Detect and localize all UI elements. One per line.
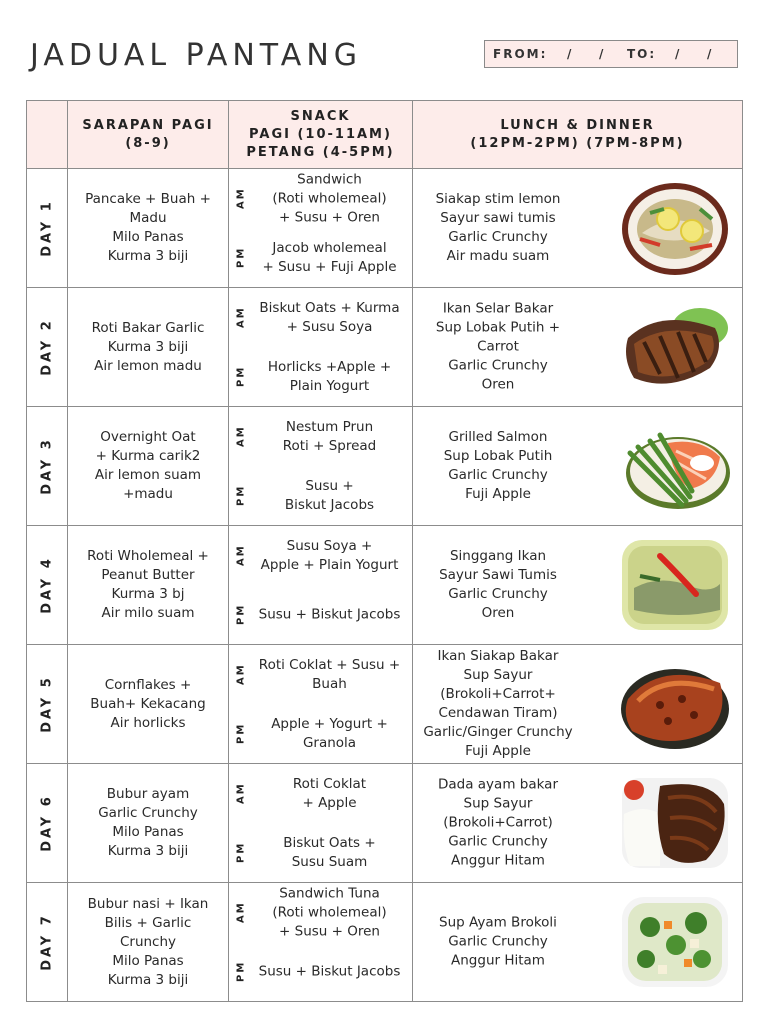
day-label-cell <box>27 169 68 288</box>
snack-pm-text <box>251 834 408 872</box>
snack-am-line: + Susu Soya <box>286 318 373 335</box>
header-snack <box>229 101 413 169</box>
snack-pm-line: Biskut Oats + <box>283 834 376 851</box>
day-row <box>27 526 743 645</box>
lunch-dinner-text <box>417 190 579 266</box>
lunch-line: Sayur sawi tumis <box>440 210 556 226</box>
snack-pm-text <box>251 605 408 624</box>
breakfast-line: +madu <box>123 486 173 502</box>
table-header-row <box>27 101 743 169</box>
snack-am-line: Roti Coklat + Susu + <box>258 656 401 673</box>
lunch-line: Oren <box>481 605 515 621</box>
day-label-cell <box>27 645 68 764</box>
to-slash-1: / <box>675 47 682 61</box>
lunch-line: Garlic Crunchy <box>448 467 548 483</box>
header-snack-line1: SNACK <box>290 108 351 124</box>
header-sarapan-line2: (8-9) <box>125 135 171 151</box>
to-slash-2: / <box>707 47 714 61</box>
snack-am-text <box>251 537 408 575</box>
snack-pm-slot <box>229 585 412 644</box>
breakfast-line: Crunchy <box>119 933 177 950</box>
lunch-line: Fuji Apple <box>465 486 531 502</box>
salmon-asparagus-icon <box>620 417 730 515</box>
day-label: DAY 7 <box>39 913 55 971</box>
snack-am-slot <box>229 169 412 228</box>
header-snack-line2: PAGI (10-11AM) <box>249 126 392 142</box>
lunch-line: Sup Ayam Brokoli <box>439 914 557 931</box>
lunch-line: Sup Sayur <box>463 795 533 812</box>
day-row <box>27 645 743 764</box>
lunch-dinner-text <box>417 300 579 395</box>
breakfast-line: Bilis + Garlic <box>104 914 192 931</box>
snack-am-text <box>251 775 408 813</box>
lunch-line: Garlic Crunchy <box>448 833 548 850</box>
breakfast-line: Roti Bakar Garlic <box>91 319 205 336</box>
lunch-line: Ikan Selar Bakar <box>442 300 554 317</box>
snack-am-line: Sandwich <box>297 171 362 187</box>
from-slash-2: / <box>599 47 606 61</box>
day-label: DAY 2 <box>39 318 55 376</box>
breakfast-line: Cornflakes + <box>104 676 192 693</box>
breakfast-cell <box>68 407 229 526</box>
snack-am-line: Roti + Spread <box>282 437 377 454</box>
lunch-dinner-cell <box>413 645 743 764</box>
snack-am-slot <box>229 526 412 585</box>
snack-am-line: Nestum Prun <box>285 418 374 435</box>
snack-pm-label: PM <box>235 722 247 744</box>
breakfast-line: Milo Panas <box>112 824 184 840</box>
fish-soup-icon <box>620 536 730 634</box>
snack-am-slot <box>229 764 412 823</box>
snack-pm-text <box>251 477 408 515</box>
breakfast-line: Buah+ Kekacang <box>90 695 206 712</box>
day-label: DAY 4 <box>39 556 55 614</box>
breakfast-cell <box>68 764 229 883</box>
snack-am-label: AM <box>235 424 247 447</box>
lunch-dinner-cell <box>413 764 743 883</box>
breakfast-cell <box>68 288 229 407</box>
lunch-line: Ikan Siakap Bakar <box>437 648 559 664</box>
breakfast-line: Air milo suam <box>101 605 195 621</box>
page-title: JADUAL PANTANG <box>30 38 363 73</box>
snack-pm-line: Susu + <box>305 477 354 494</box>
snack-cell <box>229 764 413 883</box>
lunch-dinner-text <box>417 647 579 761</box>
lunch-dinner-cell <box>413 526 743 645</box>
day-label: DAY 6 <box>39 794 55 852</box>
lunch-line: (Brokoli+Carrot+ <box>440 686 556 702</box>
grilled-chicken-rice-icon <box>620 774 730 872</box>
lunch-line: Garlic/Ginger Crunchy <box>423 724 573 740</box>
snack-am-slot <box>229 645 412 704</box>
from-label: FROM: <box>493 47 548 61</box>
snack-pm-line: Apple + Yogurt + <box>271 715 388 732</box>
header-lunch-line2: (12PM-2PM) (7PM-8PM) <box>470 135 685 151</box>
snack-am-line: + Susu + Oren <box>279 923 380 939</box>
breakfast-line: Roti Wholemeal + <box>87 548 209 564</box>
lunch-line: Garlic Crunchy <box>448 586 548 602</box>
snack-pm-line: Susu + Biskut Jacobs <box>258 606 401 622</box>
breakfast-line: Milo Panas <box>112 229 184 245</box>
breakfast-line: Air horlicks <box>110 714 186 731</box>
lunch-line: Grilled Salmon <box>448 429 548 445</box>
breakfast-line: Garlic Crunchy <box>98 805 198 821</box>
from-slash-1: / <box>567 47 574 61</box>
day-row <box>27 883 743 1002</box>
day-row <box>27 169 743 288</box>
snack-pm-slot <box>229 466 412 525</box>
lunch-line: Anggur Hitam <box>451 952 545 969</box>
lunch-line: Siakap stim lemon <box>435 191 561 207</box>
snack-cell <box>229 407 413 526</box>
lunch-line: Oren <box>481 376 515 393</box>
breakfast-line: Peanut Butter <box>101 567 195 583</box>
lunch-line: Carrot <box>477 338 519 355</box>
breakfast-cell <box>68 645 229 764</box>
breakfast-line: Kurma 3 biji <box>107 971 189 988</box>
day-row <box>27 288 743 407</box>
lunch-line: Fuji Apple <box>465 743 531 759</box>
snack-am-slot <box>229 883 412 942</box>
lunch-dinner-text <box>417 428 579 504</box>
snack-am-slot <box>229 407 412 466</box>
breakfast-line: Kurma 3 bj <box>111 586 185 602</box>
vegetable-soup-icon <box>620 893 730 991</box>
steamed-fish-lemon-icon <box>620 179 730 277</box>
lunch-line: Sup Lobak Putih <box>443 448 553 464</box>
breakfast-cell <box>68 883 229 1002</box>
day-label: DAY 1 <box>39 199 55 257</box>
date-range-box <box>484 40 738 68</box>
breakfast-line: Pancake + Buah + <box>85 191 211 207</box>
lunch-line: Garlic Crunchy <box>448 933 548 950</box>
lunch-line: Dada ayam bakar <box>437 776 559 793</box>
snack-pm-line: Biskut Jacobs <box>284 496 375 513</box>
snack-am-text <box>251 170 408 227</box>
snack-pm-slot <box>229 347 412 406</box>
lunch-line: Garlic Crunchy <box>448 357 548 374</box>
header-lunch-line1: LUNCH & DINNER <box>500 117 655 133</box>
snack-cell <box>229 526 413 645</box>
snack-pm-line: Susu Suam <box>291 853 368 870</box>
day-row <box>27 764 743 883</box>
snack-am-line: (Roti wholemeal) <box>272 190 387 206</box>
snack-am-line: + Susu + Oren <box>279 209 380 225</box>
snack-pm-line: Susu + Biskut Jacobs <box>258 963 401 979</box>
lunch-dinner-cell <box>413 883 743 1002</box>
snack-pm-text <box>251 715 408 753</box>
snack-am-text <box>251 299 408 337</box>
header-lunch <box>413 101 743 169</box>
snack-am-line: Apple + Plain Yogurt <box>260 556 399 573</box>
day-label: DAY 3 <box>39 437 55 495</box>
snack-pm-label: PM <box>235 960 247 982</box>
meal-plan-table <box>26 100 743 1002</box>
breakfast-line: Madu <box>129 210 167 226</box>
day-label-cell <box>27 883 68 1002</box>
snack-cell <box>229 645 413 764</box>
lunch-line: (Brokoli+Carrot) <box>443 814 553 831</box>
breakfast-line: Bubur nasi + Ikan <box>87 895 209 912</box>
snack-am-text <box>251 656 408 694</box>
snack-pm-label: PM <box>235 603 247 625</box>
lunch-line: Garlic Crunchy <box>448 229 548 245</box>
header-snack-line3: PETANG (4-5PM) <box>246 144 395 160</box>
lunch-dinner-text <box>417 914 579 971</box>
snack-pm-label: PM <box>235 841 247 863</box>
snack-am-label: AM <box>235 305 247 328</box>
snack-pm-slot <box>229 823 412 882</box>
breakfast-line: Air lemon suam <box>94 467 202 483</box>
snack-pm-line: Jacob wholemeal <box>272 239 387 256</box>
roasted-fish-icon <box>620 655 730 753</box>
snack-am-text <box>251 884 408 941</box>
snack-pm-line: Horlicks +Apple + <box>267 358 392 375</box>
breakfast-line: Air lemon madu <box>94 357 202 374</box>
breakfast-line: Kurma 3 biji <box>107 338 189 355</box>
day-label-cell <box>27 407 68 526</box>
breakfast-line: Kurma 3 biji <box>107 843 189 859</box>
snack-am-label: AM <box>235 781 247 804</box>
header-empty <box>27 101 68 169</box>
snack-am-text <box>251 418 408 456</box>
snack-pm-text <box>251 358 408 396</box>
snack-cell <box>229 883 413 1002</box>
snack-am-label: AM <box>235 543 247 566</box>
snack-am-label: AM <box>235 662 247 685</box>
snack-pm-slot <box>229 704 412 763</box>
snack-cell <box>229 288 413 407</box>
lunch-dinner-text <box>417 776 579 871</box>
day-row <box>27 407 743 526</box>
lunch-line: Sup Sayur <box>463 667 533 683</box>
snack-am-line: Sandwich Tuna <box>279 885 380 901</box>
lunch-dinner-cell <box>413 407 743 526</box>
lunch-line: Sayur Sawi Tumis <box>439 567 557 583</box>
snack-cell <box>229 169 413 288</box>
day-label-cell <box>27 526 68 645</box>
to-label: TO: <box>627 47 657 61</box>
snack-pm-slot <box>229 942 412 1001</box>
snack-pm-label: PM <box>235 246 247 268</box>
breakfast-line: Kurma 3 biji <box>107 248 189 264</box>
snack-pm-text <box>251 239 408 277</box>
lunch-dinner-cell <box>413 288 743 407</box>
breakfast-line: Bubur ayam <box>106 786 190 802</box>
snack-pm-line: Plain Yogurt <box>289 377 370 394</box>
snack-am-line: Biskut Oats + Kurma <box>259 299 400 316</box>
snack-am-line: + Apple <box>302 794 357 811</box>
snack-pm-label: PM <box>235 365 247 387</box>
lunch-line: Sup Lobak Putih + <box>435 319 561 336</box>
snack-am-label: AM <box>235 900 247 923</box>
breakfast-line: Milo Panas <box>112 952 184 969</box>
lunch-line: Cendawan Tiram) <box>438 705 558 721</box>
snack-pm-text <box>251 962 408 981</box>
header-sarapan-line1: SARAPAN PAGI <box>82 117 214 133</box>
header-sarapan <box>68 101 229 169</box>
snack-am-line: Susu Soya + <box>286 537 373 554</box>
snack-pm-line: Granola <box>302 734 357 751</box>
snack-pm-label: PM <box>235 484 247 506</box>
lunch-line: Singgang Ikan <box>449 548 547 564</box>
breakfast-cell <box>68 526 229 645</box>
lunch-line: Air madu suam <box>446 248 550 264</box>
snack-pm-slot <box>229 228 412 287</box>
lunch-dinner-text <box>417 547 579 623</box>
breakfast-cell <box>68 169 229 288</box>
snack-pm-line: + Susu + Fuji Apple <box>262 258 397 275</box>
lunch-line: Anggur Hitam <box>451 852 545 869</box>
lunch-dinner-cell <box>413 169 743 288</box>
snack-am-slot <box>229 288 412 347</box>
day-label: DAY 5 <box>39 675 55 733</box>
snack-am-line: Roti Coklat <box>292 775 367 792</box>
day-label-cell <box>27 764 68 883</box>
breakfast-line: Overnight Oat <box>100 429 196 445</box>
breakfast-line: + Kurma carik2 <box>95 448 201 464</box>
snack-am-line: Buah <box>312 675 347 692</box>
day-label-cell <box>27 288 68 407</box>
grilled-fish-icon <box>620 298 730 396</box>
snack-am-line: (Roti wholemeal) <box>272 904 387 920</box>
snack-am-label: AM <box>235 186 247 209</box>
